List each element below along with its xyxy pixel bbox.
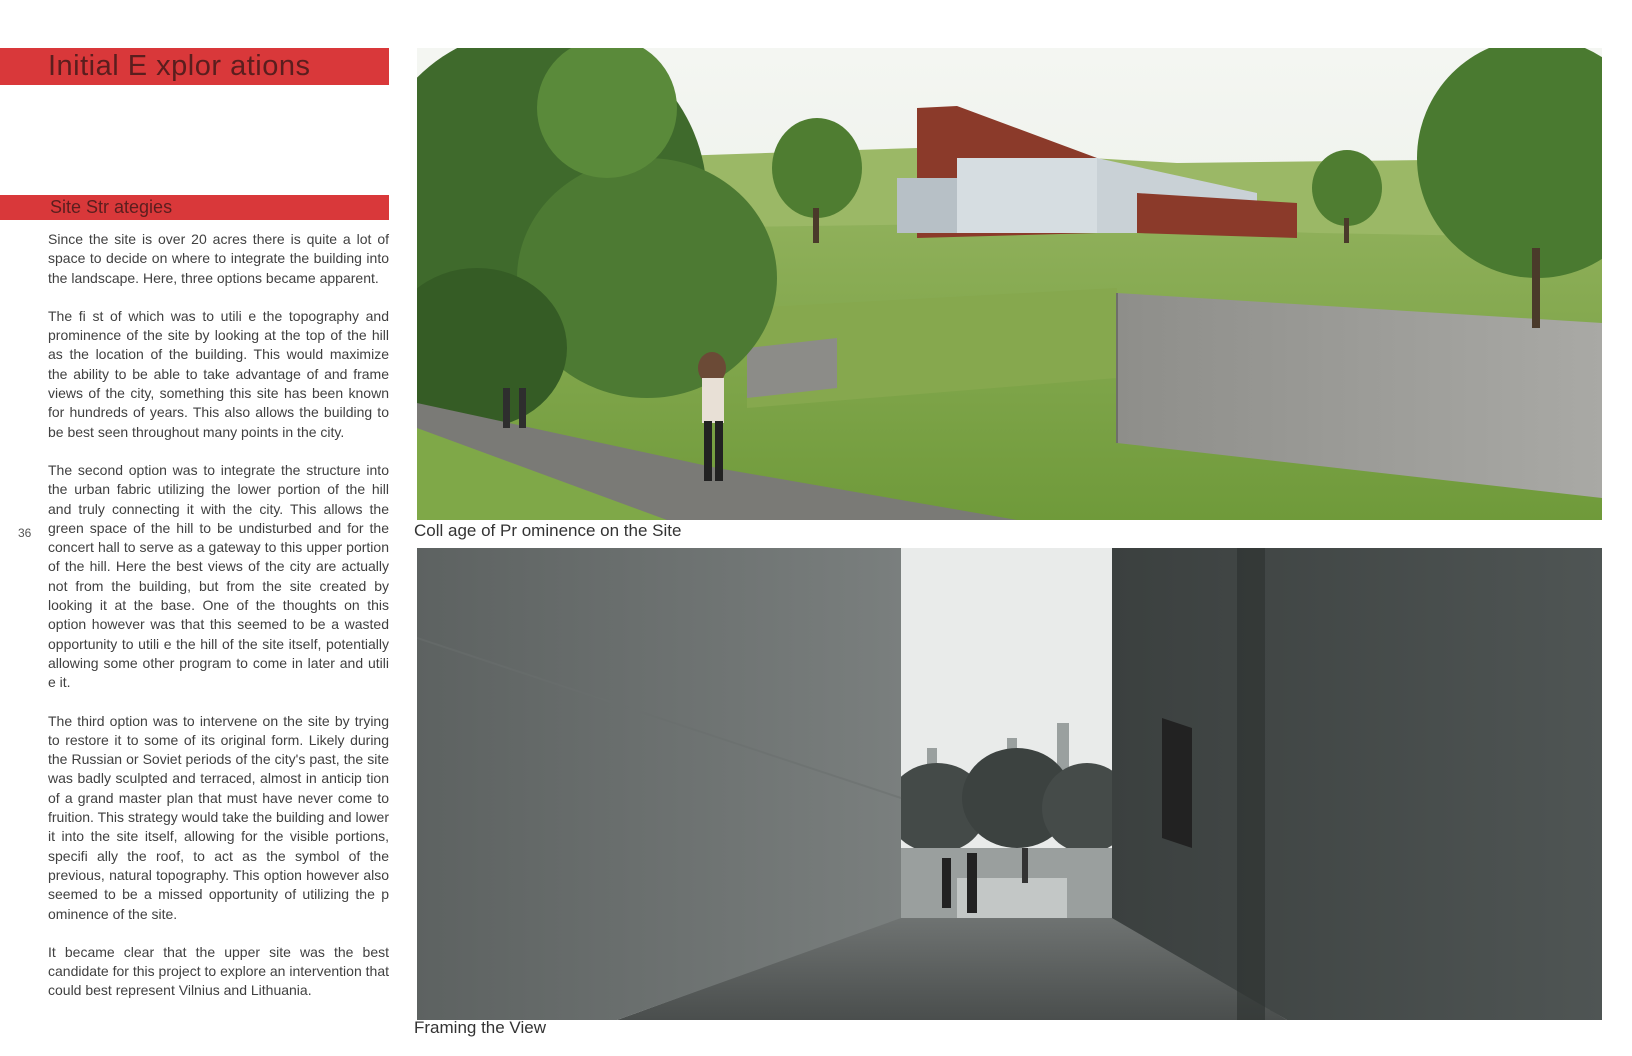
paragraph: Since the site is over 20 acres there is quite a lot of space to decide on where to integrate the building into the landscape. Here, three options became apparent.: [48, 231, 389, 286]
paragraph: The second option was to integrate the structure into the urban fabric utilizing the lower portion of the hill and truly connecting it with the city. This allows the green space of the hill to be undisturbed and for the concert hall to serve as a gateway to this upper portion of the hill. Here the best views of the city are actually not from the building, but from the site created by looking it at the base. One of the thoughts on this option however was that this seemed to be a wasted opportunity to utili e the hill of the site itself, potentially allowing some other program to come in later and utili e it.: [48, 461, 389, 691]
collage-image: [417, 48, 1602, 520]
paragraph: The third option was to intervene on the site by trying to restore it to some of its original form. Likely during the Russian or Soviet periods of the city's past, the site was badly sculpted and terraced, almost in anticip tion of a grand master plan that must have never come to fruition. This strategy would take the building and lower it into the site itself, allowing for the visible portions, specifi ally the roof, to act as the symbol of the previous, natural topography. This option however also seemed to be a missed opportunity of utilizing the p ominence of the site.: [48, 712, 389, 922]
paragraph: The fi st of which was to utili e the topography and prominence of the site by looking at the top of the hill as the location of the building. This would maximize the ability to be able to take advantage of and frame views of the city, something this site has been known for hundreds of years. This also allows the building to be best seen throughout many points in the city.: [48, 307, 389, 440]
subsection-header-bar: [0, 195, 389, 220]
figure-caption: Coll age of Pr ominence on the Site: [414, 521, 682, 540]
body-text: [48, 230, 389, 1020]
paragraph: It became clear that the upper site was the best candidate for this project to explore an intervention that could best represent Vilnius and Lithuania.: [48, 943, 389, 999]
page-title: Initial E xplor ations: [48, 50, 311, 82]
page-number: 36: [18, 526, 32, 540]
subsection-title: Site Str ategies: [50, 197, 173, 217]
figure-caption: Framing the View: [414, 1018, 546, 1037]
framing-view-image: [417, 548, 1602, 1020]
section-header-bar: [0, 48, 389, 85]
